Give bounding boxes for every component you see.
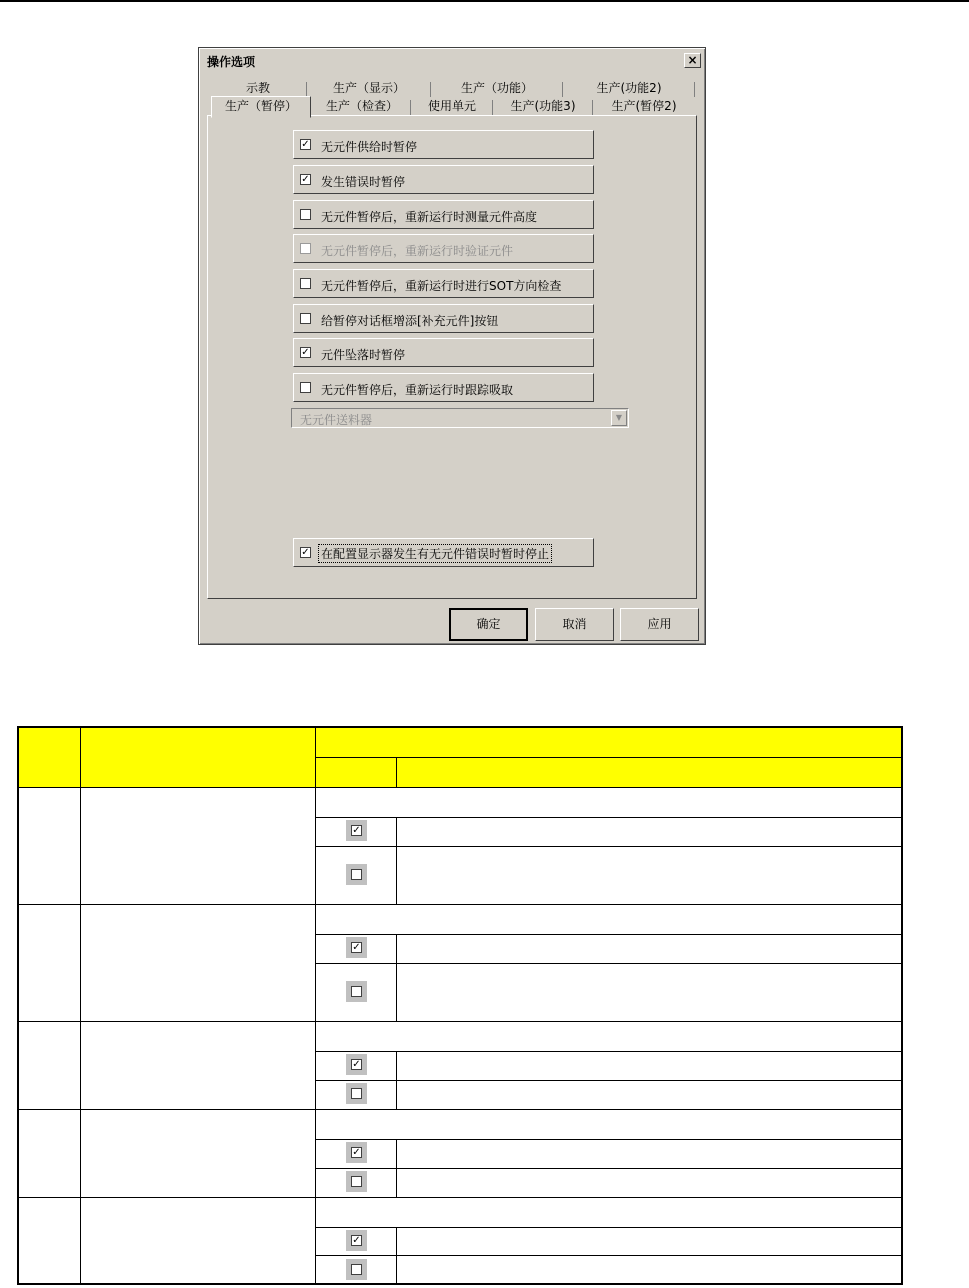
tab-label: 生产(功能2) bbox=[596, 81, 662, 95]
tab-production-check[interactable] bbox=[313, 98, 411, 116]
tab-label: 生产（显示） bbox=[332, 81, 405, 95]
check-icon: ✓ bbox=[352, 942, 361, 953]
option-verify-component-on-restart bbox=[293, 234, 594, 263]
option-pause-on-error[interactable] bbox=[293, 165, 594, 194]
table-unchecked-checkbox bbox=[346, 981, 367, 1002]
table-col-divider bbox=[396, 934, 397, 1021]
table-row-divider bbox=[315, 934, 901, 935]
check-icon: ✓ bbox=[352, 1235, 361, 1246]
tab-row-2 bbox=[209, 98, 699, 116]
close-button[interactable] bbox=[684, 53, 701, 68]
tab-label: 生产(暂停2) bbox=[611, 99, 677, 113]
table-row-divider bbox=[315, 846, 901, 847]
tab-label: 示教 bbox=[245, 81, 270, 95]
checkbox[interactable] bbox=[300, 139, 311, 150]
checkbox[interactable] bbox=[300, 382, 311, 393]
checkbox[interactable] bbox=[300, 547, 311, 558]
apply-button[interactable]: 应用 bbox=[620, 608, 699, 641]
checkbox[interactable] bbox=[300, 278, 311, 289]
feeder-combo bbox=[291, 408, 629, 428]
table-row-divider bbox=[19, 1021, 901, 1022]
option-label: 在配置显示器发生有无元件错误时暂时停止 bbox=[318, 544, 552, 563]
option-pause-no-component-supply[interactable] bbox=[293, 130, 594, 159]
option-pause-on-config-display-error[interactable] bbox=[293, 538, 594, 567]
checkbox[interactable] bbox=[300, 174, 311, 185]
option-measure-height-on-restart[interactable] bbox=[293, 200, 594, 229]
table-row-divider bbox=[315, 1080, 901, 1081]
table-checked-checkbox bbox=[346, 937, 367, 958]
check-icon: ✓ bbox=[301, 347, 310, 358]
close-icon: × bbox=[687, 53, 698, 67]
table-row-divider bbox=[19, 787, 901, 788]
option-label: 无元件暂停后，重新运行时进行SOT方向检查 bbox=[321, 279, 562, 293]
tab-label: 生产（暂停） bbox=[224, 99, 297, 113]
check-icon: ✓ bbox=[301, 174, 310, 185]
table-col-divider bbox=[396, 758, 397, 787]
tab-label: 使用单元 bbox=[427, 99, 476, 113]
table-col-divider bbox=[315, 728, 316, 1283]
check-icon: ✓ bbox=[352, 1147, 361, 1158]
checkbox bbox=[300, 243, 311, 254]
option-label: 元件坠落时暂停 bbox=[321, 348, 406, 362]
tab-production-function2[interactable] bbox=[563, 80, 695, 98]
settings-table bbox=[17, 726, 903, 1285]
cancel-button[interactable]: 取消 bbox=[535, 608, 614, 641]
checkbox[interactable] bbox=[300, 347, 311, 358]
tab-label: 生产(功能3) bbox=[510, 99, 576, 113]
chevron-down-icon: ▼ bbox=[611, 410, 627, 426]
operation-options-dialog bbox=[198, 47, 706, 645]
table-unchecked-checkbox bbox=[346, 1171, 367, 1192]
table-checked-checkbox bbox=[346, 820, 367, 841]
table-checked-checkbox bbox=[346, 1054, 367, 1075]
table-row-divider bbox=[315, 1168, 901, 1169]
table-checked-checkbox bbox=[346, 1230, 367, 1251]
tab-panel-production-pause bbox=[207, 115, 697, 599]
table-row-divider bbox=[19, 904, 901, 905]
table-checked-checkbox bbox=[346, 1142, 367, 1163]
checkbox[interactable] bbox=[300, 313, 311, 324]
tab-production-display[interactable] bbox=[307, 80, 431, 98]
table-unchecked-checkbox bbox=[346, 1083, 367, 1104]
table-col-divider bbox=[80, 728, 81, 1283]
option-label: 发生错误时暂停 bbox=[321, 175, 406, 189]
tab-production-pause[interactable] bbox=[211, 96, 311, 118]
dialog-title: 操作选项 bbox=[207, 55, 256, 69]
check-icon: ✓ bbox=[301, 139, 310, 150]
tab-production-pause2[interactable] bbox=[593, 98, 695, 116]
table-row-divider bbox=[315, 963, 901, 964]
checkbox[interactable] bbox=[300, 209, 311, 220]
table-row-divider bbox=[315, 1227, 901, 1228]
page-top-rule bbox=[0, 0, 969, 2]
table-row-divider bbox=[315, 1255, 901, 1256]
option-track-pickup-on-restart[interactable] bbox=[293, 373, 594, 402]
check-icon: ✓ bbox=[301, 547, 310, 558]
combo-value: 无元件送料器 bbox=[300, 413, 373, 427]
tab-label: 生产（检查） bbox=[325, 99, 398, 113]
ok-button[interactable]: 确定 bbox=[449, 608, 528, 641]
tab-production-function[interactable] bbox=[431, 80, 563, 98]
option-label: 给暂停对话框增添[补充元件]按钮 bbox=[321, 314, 499, 328]
table-row-divider bbox=[315, 817, 901, 818]
table-row-divider bbox=[315, 757, 901, 758]
option-sot-direction-check-on-restart[interactable] bbox=[293, 269, 594, 298]
table-row-divider bbox=[19, 1109, 901, 1110]
table-unchecked-checkbox bbox=[346, 864, 367, 885]
option-label: 无元件供给时暂停 bbox=[321, 140, 418, 154]
tab-production-function3[interactable] bbox=[493, 98, 593, 116]
table-unchecked-checkbox bbox=[346, 1259, 367, 1280]
option-label: 无元件暂停后，重新运行时验证元件 bbox=[321, 244, 514, 258]
option-label: 无元件暂停后，重新运行时跟踪吸取 bbox=[321, 383, 514, 397]
option-pause-on-component-drop[interactable] bbox=[293, 338, 594, 367]
table-row-divider bbox=[19, 1197, 901, 1198]
table-col-divider bbox=[396, 817, 397, 904]
tab-use-unit[interactable] bbox=[411, 98, 493, 116]
option-add-refill-button[interactable] bbox=[293, 304, 594, 333]
check-icon: ✓ bbox=[352, 825, 361, 836]
check-icon: ✓ bbox=[352, 1059, 361, 1070]
tab-label: 生产（功能） bbox=[460, 81, 533, 95]
table-row-divider bbox=[315, 1051, 901, 1052]
dialog-titlebar bbox=[203, 52, 701, 71]
option-label: 无元件暂停后，重新运行时测量元件高度 bbox=[321, 210, 538, 224]
table-row-divider bbox=[315, 1139, 901, 1140]
